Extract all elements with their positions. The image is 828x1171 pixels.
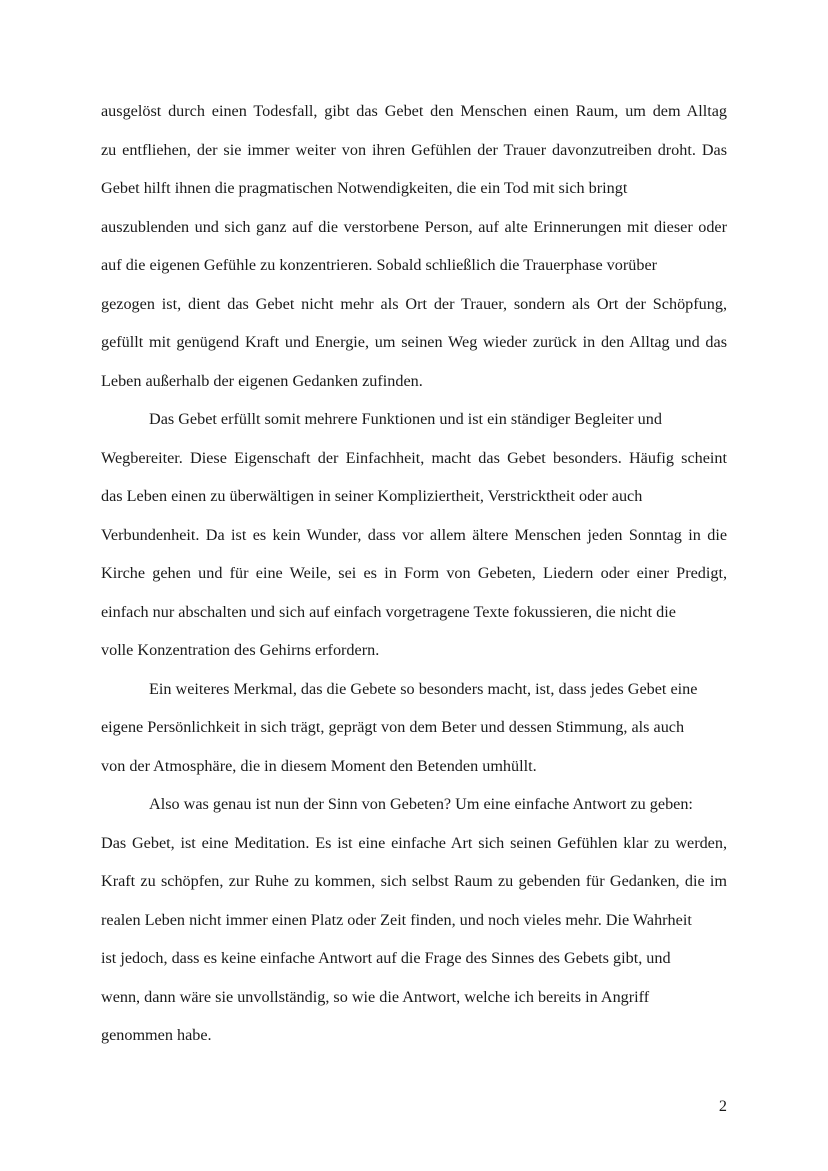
text-line: auszublenden und sich ganz auf die verstorbene Person, auf alte Erinnerungen mit dieser oder — [101, 217, 727, 236]
paragraph-4 — [101, 785, 727, 1055]
text-line: wenn, dann wäre sie unvollständig, so wie die Antwort, welche ich bereits in Angriff — [101, 987, 650, 1006]
text-line: Das Gebet, ist eine Meditation. Es ist eine einfache Art sich seinen Gefühlen klar zu werden, — [101, 833, 727, 852]
text-line: Also was genau ist nun der Sinn von Gebeten? Um eine einfache Antwort zu geben: — [149, 795, 693, 813]
text-line: genommen habe. — [101, 1026, 212, 1044]
text-line: eigene Persönlichkeit in sich trägt, geprägt von dem Beter und dessen Stimmung, als auch — [101, 718, 685, 736]
body-text — [101, 92, 727, 1055]
text-line: Das Gebet erfüllt somit mehrere Funktionen und ist ein ständiger Begleiter und — [149, 410, 662, 428]
text-line: Wegbereiter. Diese Eigenschaft der Einfachheit, macht das Gebet besonders. Häufig scheint — [101, 448, 727, 467]
text-line: Verbundenheit. Da ist es kein Wunder, dass vor allem ältere Menschen jeden Sonntag in die — [101, 525, 727, 544]
paragraph-3 — [101, 670, 727, 786]
text-line: gezogen ist, dient das Gebet nicht mehr als Ort der Trauer, sondern als Ort der Schöpfung, — [101, 294, 727, 313]
text-line: ausgelöst durch einen Todesfall, gibt das Gebet den Menschen einen Raum, um dem Alltag — [101, 102, 727, 120]
text-line: das Leben einen zu überwältigen in seiner Kompliziertheit, Verstricktheit oder auch — [101, 487, 643, 505]
text-line: Ein weiteres Merkmal, das die Gebete so besonders macht, ist, dass jedes Gebet eine — [149, 679, 698, 698]
text-line: Leben außerhalb der eigenen Gedanken zufinden. — [101, 371, 423, 390]
text-line: Kirche gehen und für eine Weile, sei es in Form von Gebeten, Liedern oder einer Predigt, — [101, 564, 727, 582]
text-line: realen Leben nicht immer einen Platz oder Zeit finden, und noch vieles mehr. Die Wahrheit — [101, 910, 692, 929]
text-line: von der Atmosphäre, die in diesem Moment den Betenden umhüllt. — [101, 756, 537, 775]
page-number: 2 — [718, 1097, 727, 1115]
text-line: Gebet hilft ihnen die pragmatischen Notwendigkeiten, die ein Tod mit sich bringt — [101, 179, 628, 197]
text-line: auf die eigenen Gefühle zu konzentrieren. Sobald schließlich die Trauerphase vorüber — [101, 256, 658, 274]
paragraph-2 — [101, 400, 727, 670]
text-line: Kraft zu schöpfen, zur Ruhe zu kommen, sich selbst Raum zu gebenden für Gedanken, die im — [101, 872, 727, 890]
text-line: zu entfliehen, der sie immer weiter von ihren Gefühlen der Trauer davonzutreiben droht. Das — [101, 140, 727, 159]
text-line: volle Konzentration des Gehirns erfordern. — [101, 641, 380, 659]
text-line: gefüllt mit genügend Kraft und Energie, um seinen Weg wieder zurück in den Alltag und das — [101, 333, 727, 351]
text-line: ist jedoch, dass es keine einfache Antwort auf die Frage des Sinnes des Gebets gibt, und — [101, 949, 671, 967]
text-line: einfach nur abschalten und sich auf einfach vorgetragene Texte fokussieren, die nicht die — [101, 602, 676, 621]
paragraph-1 — [101, 92, 727, 400]
